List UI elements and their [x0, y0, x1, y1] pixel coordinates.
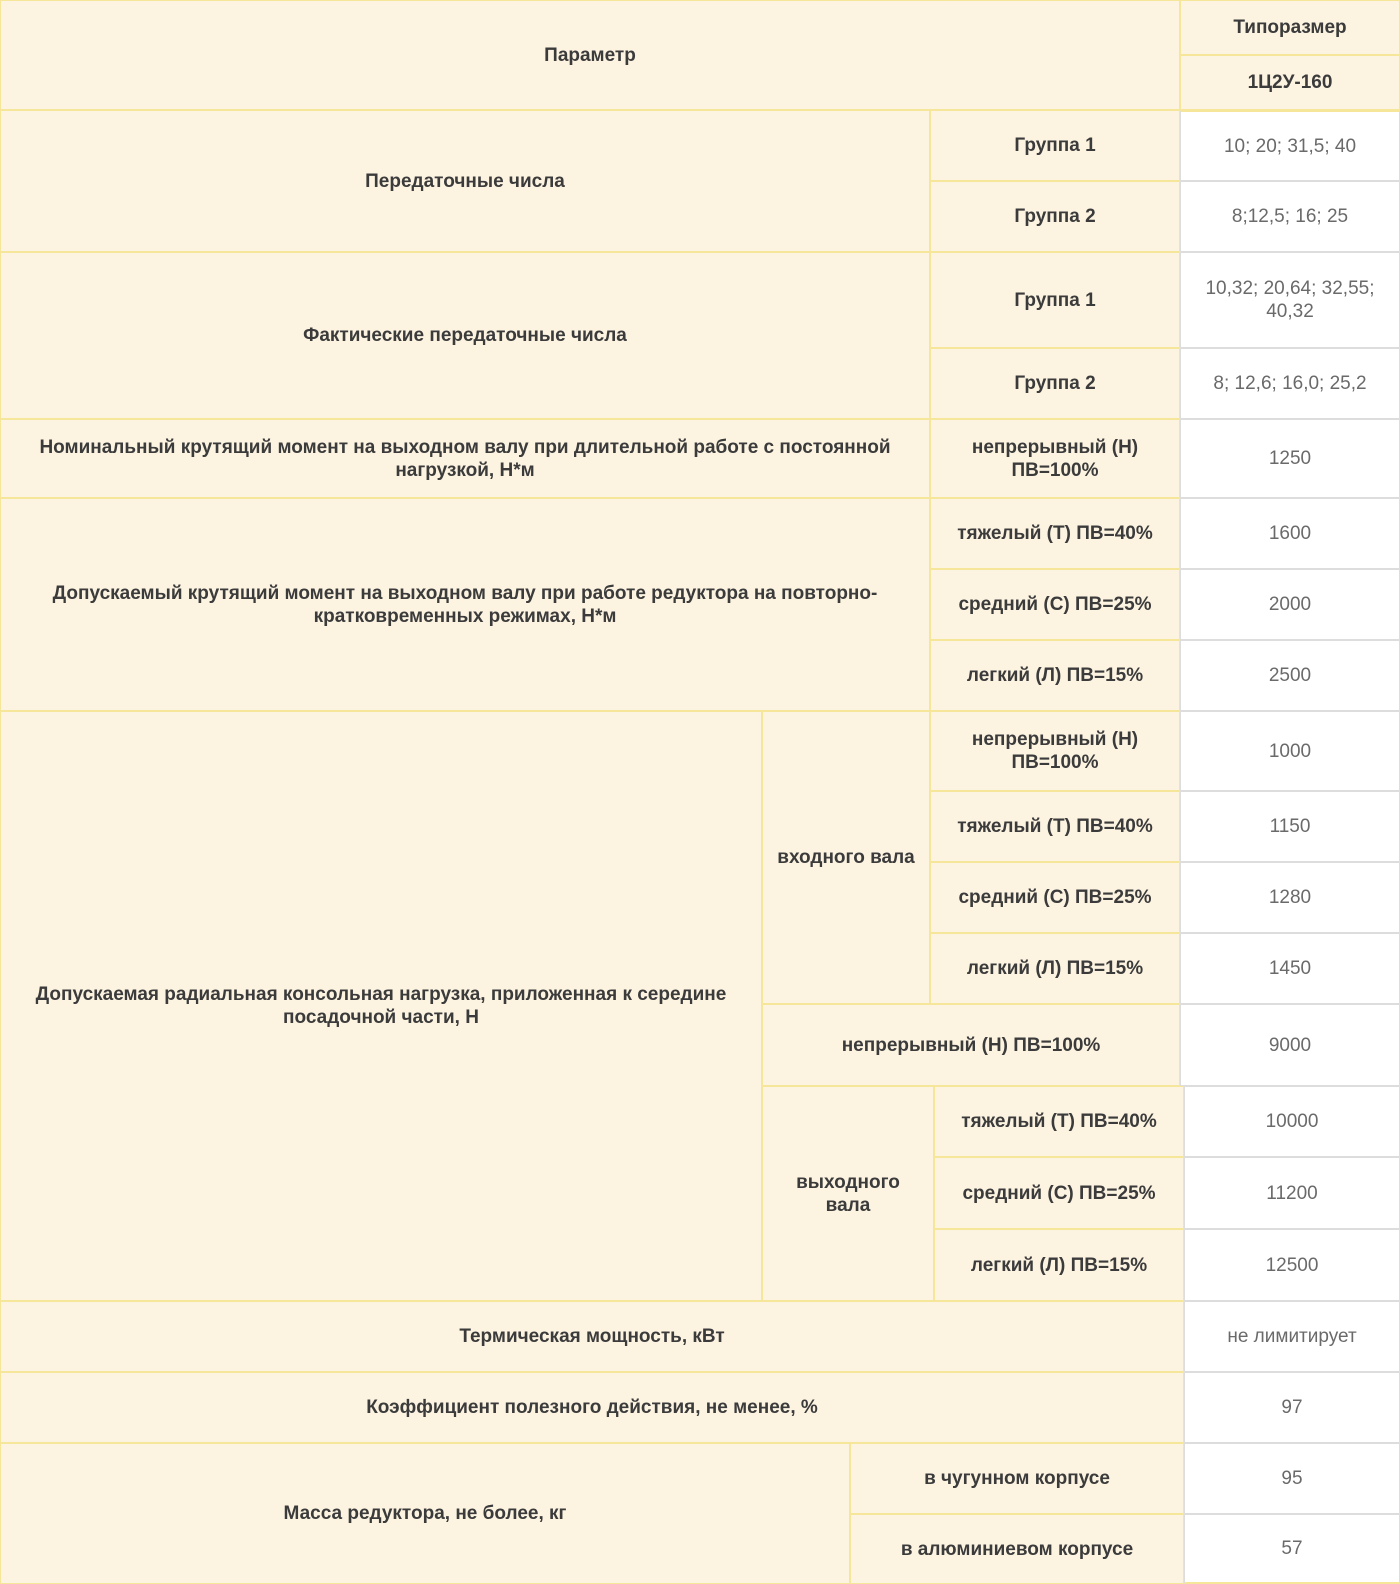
output-shaft-medium-value: 11200 [1184, 1157, 1400, 1229]
allowed-torque-heavy-value: 1600 [1180, 498, 1400, 569]
actual-ratios-group1-value: 10,32; 20,64; 32,55; 40,32 [1180, 252, 1400, 348]
allowed-torque-label: Допускаемый крутящий момент на выходном валу при работе редуктора на повторно-кратковременных режимах, Н*м [0, 498, 930, 711]
output-shaft-continuous: непрерывный (Н) ПВ=100% [762, 1004, 1180, 1086]
actual-ratios-group2: Группа 2 [930, 348, 1180, 419]
output-shaft-heavy: тяжелый (Т) ПВ=40% [934, 1086, 1184, 1157]
output-shaft-heavy-value: 10000 [1184, 1086, 1400, 1157]
mass-aluminium-value: 57 [1184, 1514, 1400, 1584]
thermal-power-label: Термическая мощность, кВт [0, 1301, 1184, 1372]
allowed-torque-heavy: тяжелый (Т) ПВ=40% [930, 498, 1180, 569]
mass-cast-iron-value: 95 [1184, 1443, 1400, 1514]
efficiency-label: Коэффициент полезного действия, не менее, % [0, 1372, 1184, 1443]
input-shaft-medium: средний (С) ПВ=25% [930, 862, 1180, 933]
input-shaft-light-value: 1450 [1180, 933, 1400, 1004]
input-shaft-light: легкий (Л) ПВ=15% [930, 933, 1180, 1004]
mass-aluminium: в алюминиевом корпусе [850, 1514, 1184, 1584]
allowed-torque-medium-value: 2000 [1180, 569, 1400, 640]
mass-label: Масса редуктора, не более, кг [0, 1443, 850, 1584]
header-parameter: Параметр [0, 0, 1180, 110]
nominal-torque-mode: непрерывный (Н) ПВ=100% [930, 419, 1180, 498]
ratios-group1: Группа 1 [930, 110, 1180, 181]
input-shaft-continuous-value: 1000 [1180, 711, 1400, 791]
ratios-label: Передаточные числа [0, 110, 930, 252]
actual-ratios-group1: Группа 1 [930, 252, 1180, 348]
output-shaft-label: выходного вала [762, 1086, 934, 1301]
ratios-group2: Группа 2 [930, 181, 1180, 252]
ratios-group1-value: 10; 20; 31,5; 40 [1180, 110, 1400, 181]
thermal-power-value: не лимитирует [1184, 1301, 1400, 1372]
actual-ratios-group2-value: 8; 12,6; 16,0; 25,2 [1180, 348, 1400, 419]
ratios-group2-value: 8;12,5; 16; 25 [1180, 181, 1400, 252]
input-shaft-continuous: непрерывный (Н) ПВ=100% [930, 711, 1180, 791]
input-shaft-label: входного вала [762, 711, 930, 1004]
input-shaft-medium-value: 1280 [1180, 862, 1400, 933]
nominal-torque-value: 1250 [1180, 419, 1400, 498]
output-shaft-light: легкий (Л) ПВ=15% [934, 1229, 1184, 1301]
allowed-torque-light: легкий (Л) ПВ=15% [930, 640, 1180, 711]
header-size-label: Типоразмер [1180, 0, 1400, 55]
input-shaft-heavy-value: 1150 [1180, 791, 1400, 862]
header-model: 1Ц2У-160 [1180, 55, 1400, 110]
output-shaft-continuous-value: 9000 [1180, 1004, 1400, 1086]
allowed-torque-medium: средний (С) ПВ=25% [930, 569, 1180, 640]
output-shaft-light-value: 12500 [1184, 1229, 1400, 1301]
efficiency-value: 97 [1184, 1372, 1400, 1443]
nominal-torque-label: Номинальный крутящий момент на выходном валу при длительной работе с постоянной нагрузкой, Н*м [0, 419, 930, 498]
input-shaft-heavy: тяжелый (Т) ПВ=40% [930, 791, 1180, 862]
allowed-torque-light-value: 2500 [1180, 640, 1400, 711]
radial-load-label: Допускаемая радиальная консольная нагрузка, приложенная к середине посадочной части, Н [0, 711, 762, 1301]
actual-ratios-label: Фактические передаточные числа [0, 252, 930, 419]
mass-cast-iron: в чугунном корпусе [850, 1443, 1184, 1514]
output-shaft-medium: средний (С) ПВ=25% [934, 1157, 1184, 1229]
